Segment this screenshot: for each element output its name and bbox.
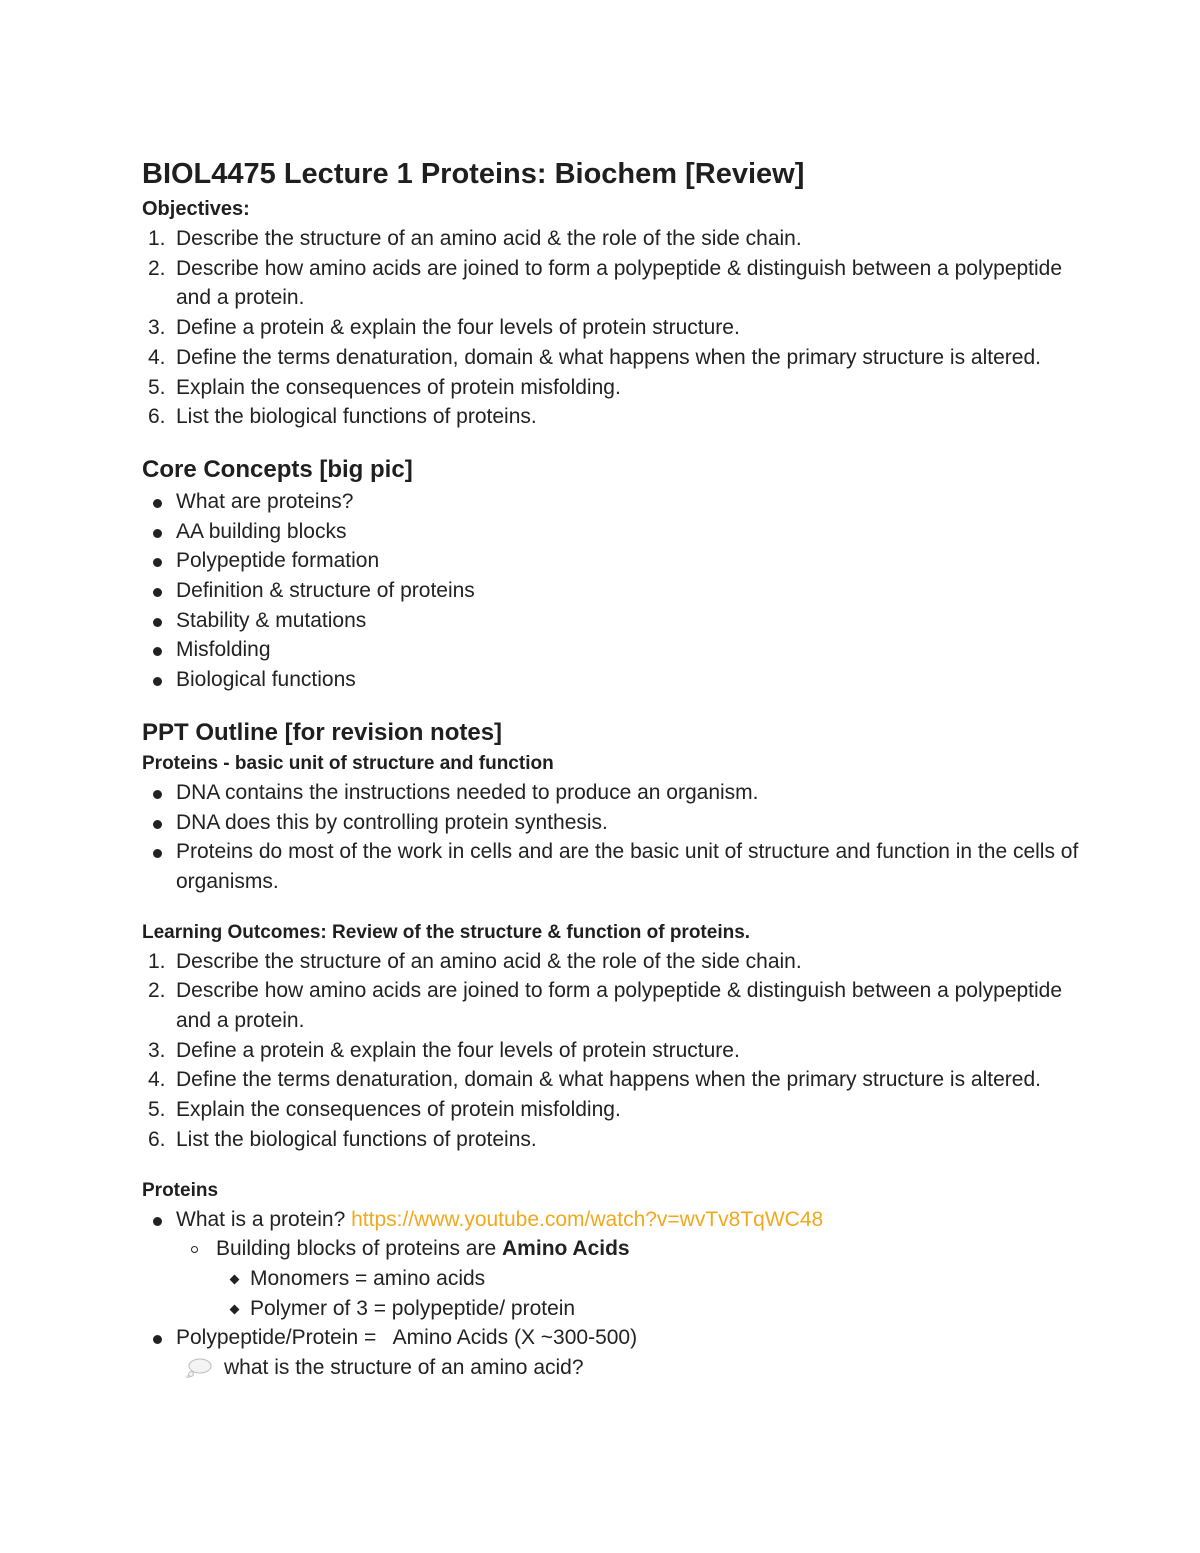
bullet-icon [153, 677, 162, 686]
youtube-link[interactable]: https://www.youtube.com/watch?v=wvTv8TqWC48 [351, 1207, 824, 1231]
list-number: 6. [148, 1127, 166, 1151]
list-item: 3. Define a protein & explain the four levels of protein structure. [142, 313, 1082, 343]
list-number: 3. [148, 1038, 166, 1062]
list-number: 2. [148, 979, 166, 1003]
list-number: 5. [148, 1098, 166, 1122]
list-number: 1. [148, 949, 166, 973]
list-item: 1. Describe the structure of an amino acid & the role of the side chain. [142, 224, 1082, 254]
bullet-icon [153, 529, 162, 538]
list-number: 1. [148, 227, 166, 250]
ppt-subheading: Proteins - basic unit of structure and function [142, 752, 554, 774]
list-item: 5. Explain the consequences of protein misfolding. [142, 1095, 1082, 1125]
list-item: 4. Define the terms denaturation, domain & what happens when the primary structure is altered. [142, 343, 1082, 373]
list-item: Stability & mutations [142, 606, 1082, 636]
document-content [142, 154, 1082, 1383]
list-item: Polymer of 3 = polypeptide/ protein [142, 1294, 1082, 1324]
list-number: 5. [148, 375, 166, 399]
proteins-list-2 [142, 1323, 1082, 1353]
ppt-list [142, 778, 1082, 897]
learning-outcomes-list [142, 947, 1082, 1155]
list-item: Misfolding [142, 635, 1082, 665]
hollow-bullet-icon [191, 1246, 198, 1253]
bullet-icon [153, 647, 162, 656]
list-item: What is a protein? https://www.youtube.com/watch?v=wvTv8TqWC48 [142, 1205, 1082, 1235]
bullet-icon [153, 790, 162, 799]
list-item: AA building blocks [142, 517, 1082, 547]
list-item: Monomers = amino acids [142, 1264, 1082, 1294]
list-item: Proteins do most of the work in cells and are the basic unit of structure and function in the cells of organisms. [142, 837, 1082, 896]
list-item: 4. Define the terms denaturation, domain & what happens when the primary structure is altered. [142, 1065, 1082, 1095]
list-item: DNA does this by controlling protein synthesis. [142, 808, 1082, 838]
list-item: Building blocks of proteins are Amino Acids [142, 1234, 1082, 1264]
list-item: 2. Describe how amino acids are joined to form a polypeptide & distinguish between a polypeptide and a protein. [142, 254, 1082, 313]
bullet-icon [153, 1335, 162, 1344]
core-concepts-heading: Core Concepts [big pic] [142, 455, 413, 483]
list-item: Polypeptide formation [142, 546, 1082, 576]
list-item: What are proteins? [142, 487, 1082, 517]
list-item: 5. Explain the consequences of protein misfolding. [142, 373, 1082, 403]
list-item: 2. Describe how amino acids are joined to form a polypeptide & distinguish between a polypeptide and a protein. [142, 976, 1082, 1035]
list-number: 3. [148, 316, 166, 340]
bullet-icon [153, 558, 162, 567]
objectives-list [142, 224, 1082, 432]
list-item: 3. Define a protein & explain the four levels of protein structure. [142, 1036, 1082, 1066]
list-number: 4. [148, 345, 166, 369]
bullet-icon [153, 820, 162, 829]
ppt-outline-heading: PPT Outline [for revision notes] [142, 718, 503, 746]
bullet-icon [153, 849, 162, 858]
thought-bubble-icon [186, 1358, 212, 1378]
learning-outcomes-heading: Learning Outcomes: Review of the structure & function of proteins. [142, 921, 751, 943]
proteins-list [142, 1205, 1082, 1235]
list-item: Biological functions [142, 665, 1082, 695]
thought-text: what is the structure of an amino acid? [224, 1356, 584, 1380]
bullet-icon [153, 618, 162, 627]
list-number: 2. [148, 256, 166, 280]
bullet-icon [153, 588, 162, 597]
bullet-icon [153, 1217, 162, 1226]
objectives-heading: Objectives: [142, 198, 250, 220]
list-item: 1. Describe the structure of an amino acid & the role of the side chain. [142, 947, 1082, 977]
list-item: 6. List the biological functions of proteins. [142, 1125, 1082, 1155]
core-concepts-list [142, 487, 1082, 695]
list-item: Polypeptide/Protein = Amino Acids (X ~300-500) [142, 1323, 1082, 1353]
list-item: DNA contains the instructions needed to produce an organism. [142, 778, 1082, 808]
amino-acids-bold: Amino Acids [502, 1237, 630, 1261]
diamond-bullet-icon [230, 1304, 240, 1314]
document-title: BIOL4475 Lecture 1 Proteins: Biochem [Review] [142, 158, 805, 190]
thought-line [142, 1353, 1082, 1383]
diamond-bullet-icon [230, 1275, 240, 1285]
proteins-subsublist [142, 1264, 1082, 1323]
list-number: 4. [148, 1068, 166, 1092]
list-number: 6. [148, 405, 166, 429]
list-item: Definition & structure of proteins [142, 576, 1082, 606]
proteins-sublist [142, 1234, 1082, 1264]
list-item: 6. List the biological functions of proteins. [142, 402, 1082, 432]
bullet-icon [153, 499, 162, 508]
proteins-heading: Proteins [142, 1179, 219, 1201]
